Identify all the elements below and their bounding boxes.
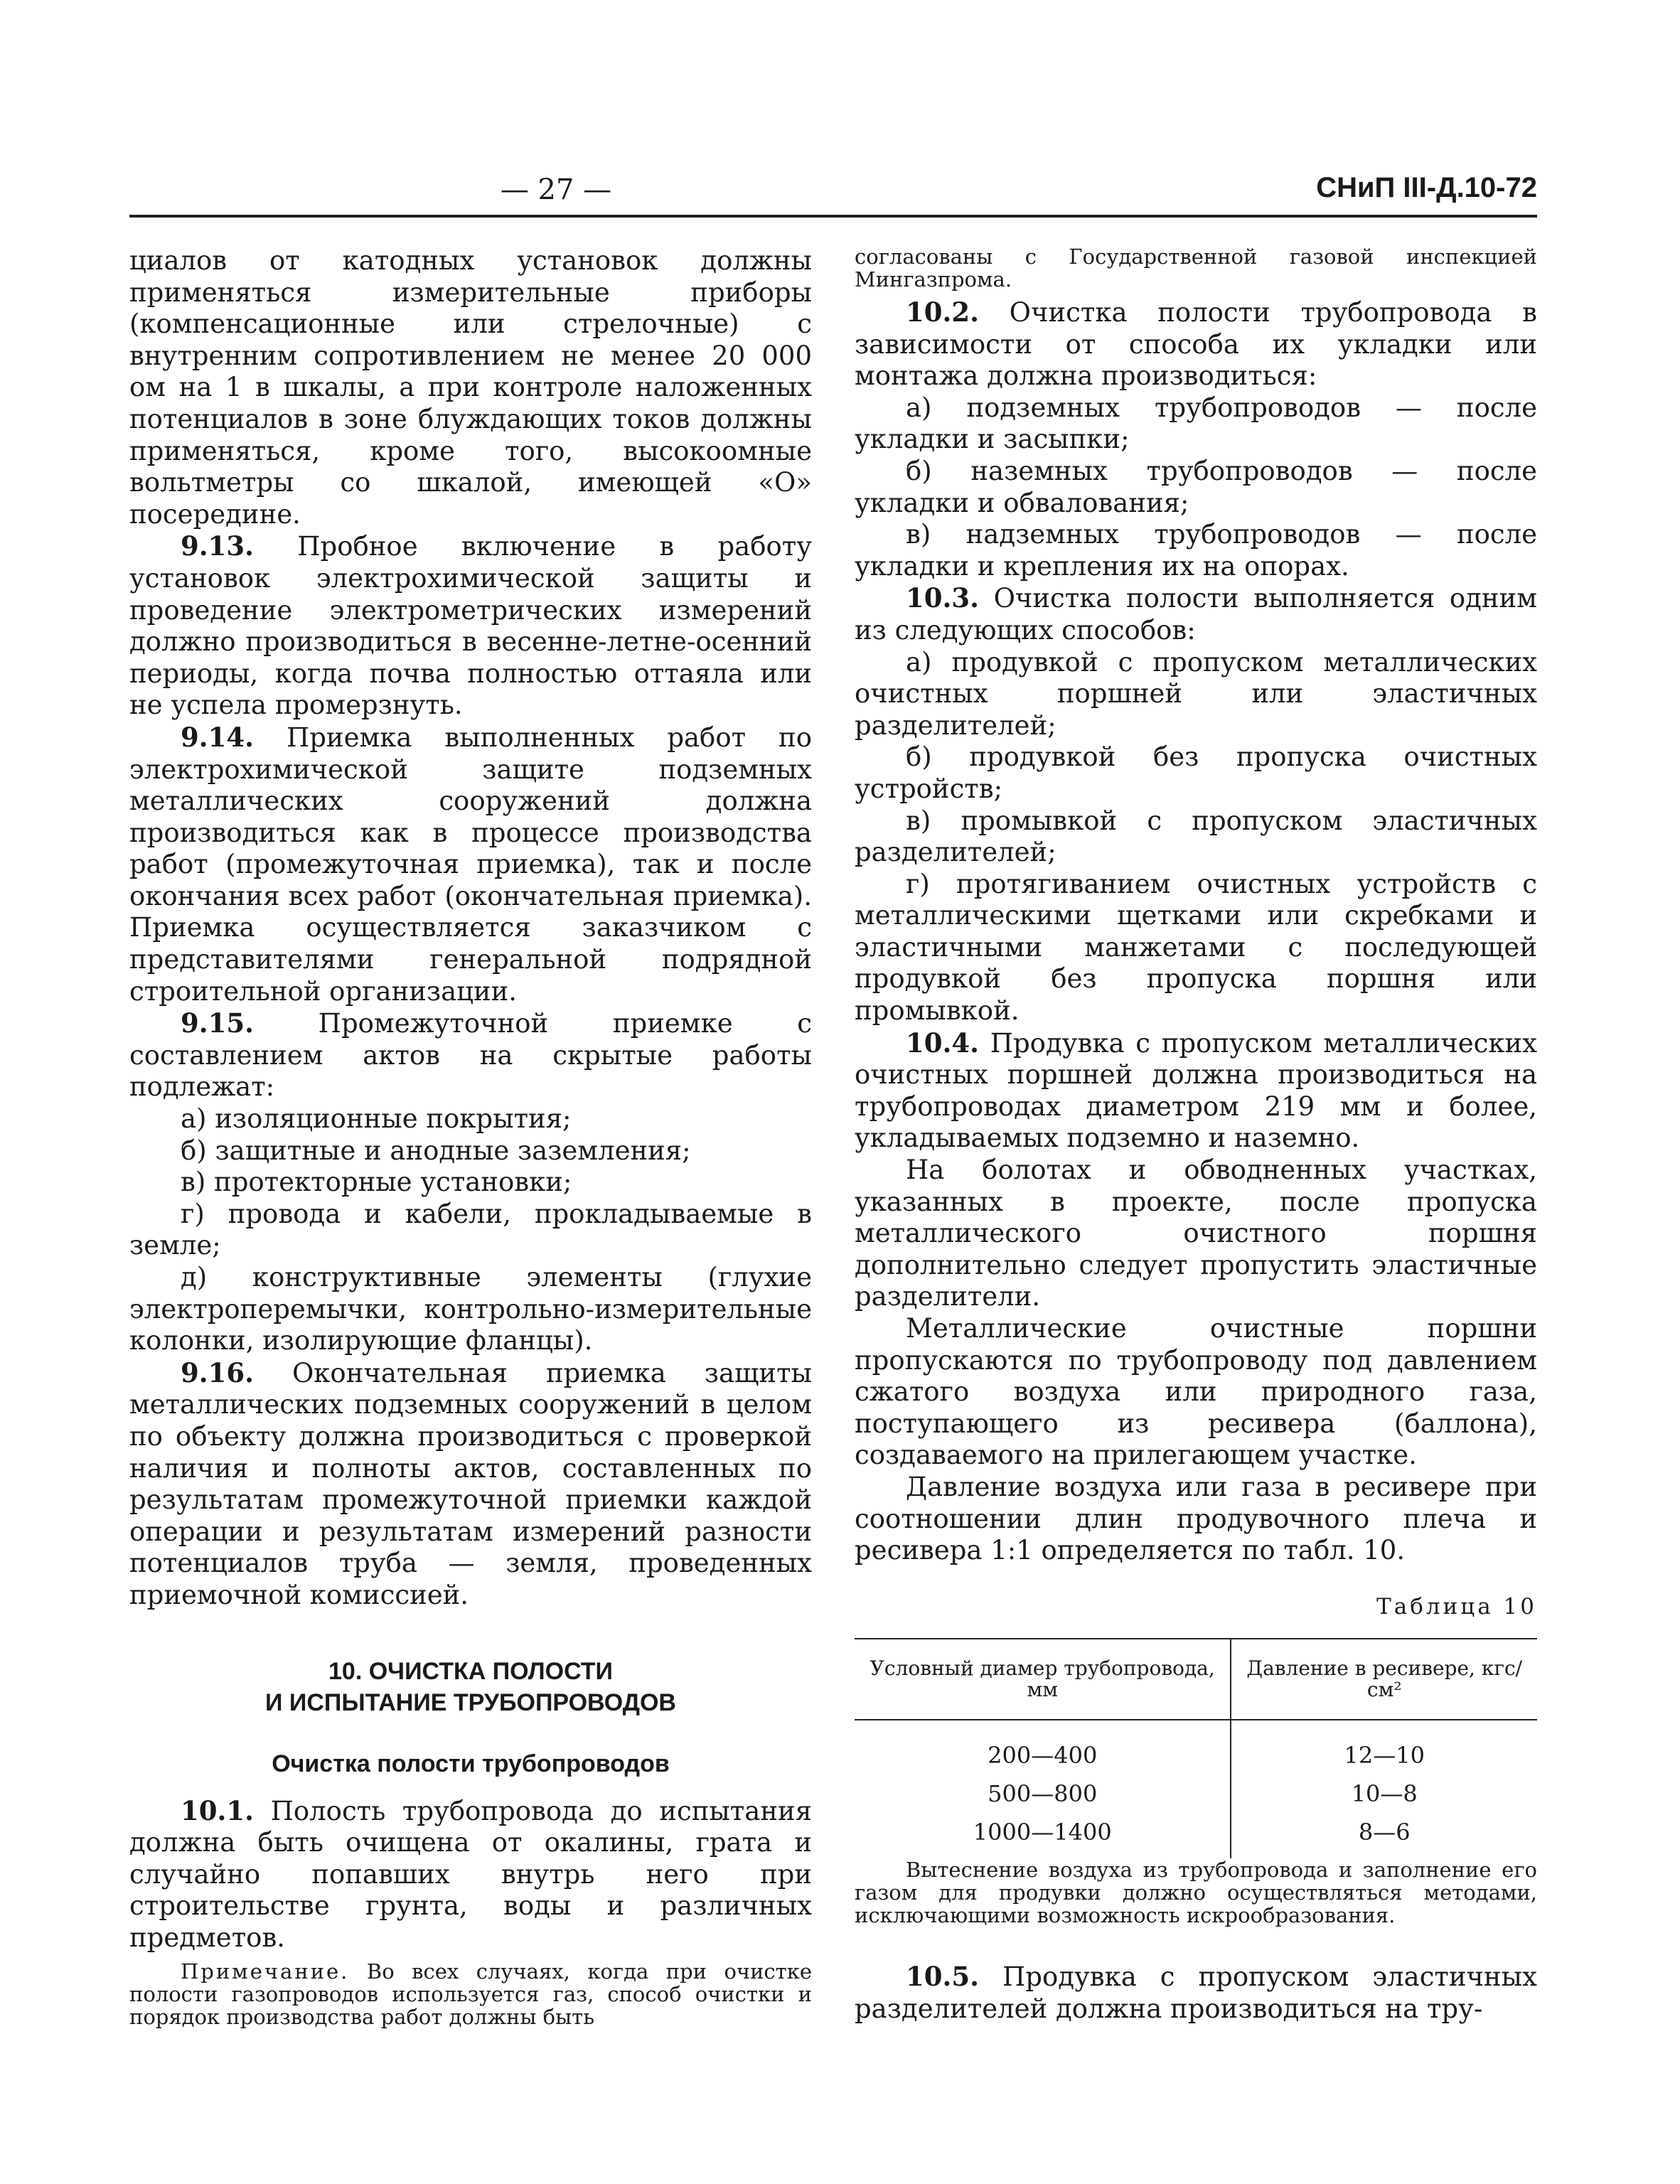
clause-number: 10.5. [906,1961,979,1993]
list-item: в) протекторные установки; [181,1167,572,1198]
paragraph-9-13 [129,530,812,722]
table-row [855,1720,1537,1774]
page-number: — 27 — [500,173,612,206]
column-header-diameter: Условный диамер трубопровода, мм [855,1639,1231,1720]
paragraph-10-3 [855,582,1537,646]
paragraph-10-1 [129,1795,812,1954]
table-cell: 500—800 [988,1780,1098,1808]
list-item: а) продувкой с пропуском металлических очистных поршней или эластичных разделителей; [855,646,1537,741]
header-rule [129,215,1537,218]
paragraph-9-15 [129,1007,812,1103]
clause-number: 9.13. [181,530,254,562]
table-row [855,1774,1537,1813]
table-cell: 200—400 [988,1742,1098,1770]
note [129,1960,812,2028]
paragraph-9-16 [129,1357,812,1612]
table-caption: Таблица 10 [1376,1593,1537,1620]
clause-number: 10.1. [181,1794,254,1826]
note-text: Во всех случаях, когда при очистке полости газопроводов используется газ, способ очистки и порядок производства работ должны быть [129,1959,812,2029]
paragraph-text: Продувка с пропуском эластичных разделителей должна производиться на тру- [855,1961,1537,2024]
paragraph-text: Очистка полости выполняется одним из следующих способов: [855,583,1537,646]
paragraph-text: Продувка с пропуском металлических очистных поршней должна производиться на трубопроводах диаметром 219 мм и более, укладываемых подземно и наземно. [855,1027,1537,1154]
clause-number: 10.4. [906,1027,979,1059]
list-item: д) конструктивные элементы (глухие электроперемычки, контрольно-измерительные колонки, изолирующие фланцы). [129,1262,812,1356]
table-cell: 10—8 [1231,1774,1537,1813]
table-header-row [855,1639,1537,1720]
paragraph-text: Окончательная приемка защиты металлических подземных сооружений в целом по объекту должна производиться с проверкой наличия и полноты актов, составленных по результатам промежуточной приемки каждой операции и результатам измерений разности потенциалов труба — земля, проведенных приемочной комиссией. [129,1357,812,1610]
paragraph-text: Очистка полости трубопровода в зависимости от способа их укладки или монтажа должна производиться: [855,297,1537,392]
document-code: СНиП III-Д.10-72 [1316,172,1537,203]
page-header [129,169,1537,215]
paragraph-9-14 [129,722,812,1007]
table-cell: 8—6 [1231,1813,1537,1858]
list-item: в) надземных трубопроводов — после укладки и крепления их на опорах. [855,519,1537,582]
list-item: б) продувкой без пропуска очистных устройств; [855,742,1537,804]
paragraph-text: Промежуточной приемке с составлением актов на скрытые работы подлежат: [129,1008,812,1103]
clause-number: 9.16. [181,1356,254,1388]
paragraph-text: Давление воздуха или газа в ресивере при соотношении длин продувочного плеча и ресивера 1:1 определяется по табл. 10. [855,1471,1537,1566]
list-item: в) промывкой с пропуском эластичных разделителей; [855,805,1537,868]
paragraph-text: Приемка выполненных работ по электрохимической защите подземных металлических сооружений должна производиться как в процессе производства работ (промежуточная приемка), так и после окончания всех работ (окончательная приемка). Приемка осуществляется заказчиком с представителями генеральной подрядной строительной организации. [129,722,812,1007]
paragraph-text: На болотах и обводненных участках, указанных в проекте, после пропуска металлического очистного поршня дополнительно следует пропустить эластичные разделители. [855,1155,1537,1312]
paragraph-text: Пробное включение в работу установок электрохимической защиты и проведение электрометрических измерений должно производиться в весенне-летне-осенний периоды, когда почва полностью оттаяла или не успела промерзнуть. [129,531,812,721]
table-cell: 1000—1400 [973,1819,1112,1846]
note-label: Примечание. [181,1959,350,1984]
list-item: б) наземных трубопроводов — после укладки и обвалования; [855,455,1537,518]
paragraph-continuation: циалов от катодных установок должны применяться измерительные приборы (компенсационные или стрелочные) с внутренним сопротивлением не менее 20 000 ом на 1 в шкалы, а при контроле наложенных потенциалов в зоне блуждающих токов должны применяться, кроме того, высокоомные вольтметры со шкалой, имеющей «О» посередине. [129,245,812,530]
list-item: г) протягиванием очистных устройств с металлическими щетками или скребками и эластичными манжетами с последующей продувкой без пропуска поршня или промывкой. [855,868,1537,1027]
column-header-pressure: Давление в ресивере, кгс/см² [1231,1639,1537,1720]
paragraph-10-2 [855,296,1537,392]
section-heading-line: И ИСПЫТАНИЕ ТРУБОПРОВОДОВ [265,1688,676,1716]
note-continuation: согласованы с Государственной газовой инспекцией Мингазпрома. [855,245,1537,291]
clause-number: 10.2. [906,296,979,328]
list-item: г) провода и кабели, прокладываемые в земле; [129,1198,812,1261]
table-row [855,1813,1537,1858]
right-column [855,245,1537,2025]
section-heading-line: 10. ОЧИСТКА ПОЛОСТИ [328,1657,613,1685]
list-item: б) защитные и анодные заземления; [181,1135,691,1166]
list-item: а) изоляционные покрытия; [181,1103,572,1135]
table-cell: 12—10 [1231,1720,1537,1774]
subsection-heading: Очистка полости трубопроводов [272,1750,670,1777]
paragraph-10-4 [855,1027,1537,1155]
clause-number: 10.3. [906,582,979,614]
clause-number: 9.15. [181,1007,254,1039]
section-heading [129,1656,812,1718]
left-column [129,245,812,2028]
clause-number: 9.14. [181,721,254,753]
paragraph-10-5 [855,1961,1537,2025]
table-note: Вытеснение воздуха из трубопровода и заполнение его газом для продувки должно осуществляться методами, исключающими возможность искрообразования. [855,1858,1537,1928]
paragraph-text: Полость трубопровода до испытания должна быть очищена от окалины, грата и случайно попавших внутрь него при строительстве грунта, воды и различных предметов. [129,1795,812,1953]
paragraph-text: Металлические очистные поршни пропускаются по трубопроводу под давлением сжатого воздуха или природного газа, поступающего из ресивера (баллона), создаваемого на прилегающем участке. [855,1313,1537,1471]
list-item: а) подземных трубопроводов — после укладки и засыпки; [855,392,1537,455]
table-10 [855,1638,1537,1858]
